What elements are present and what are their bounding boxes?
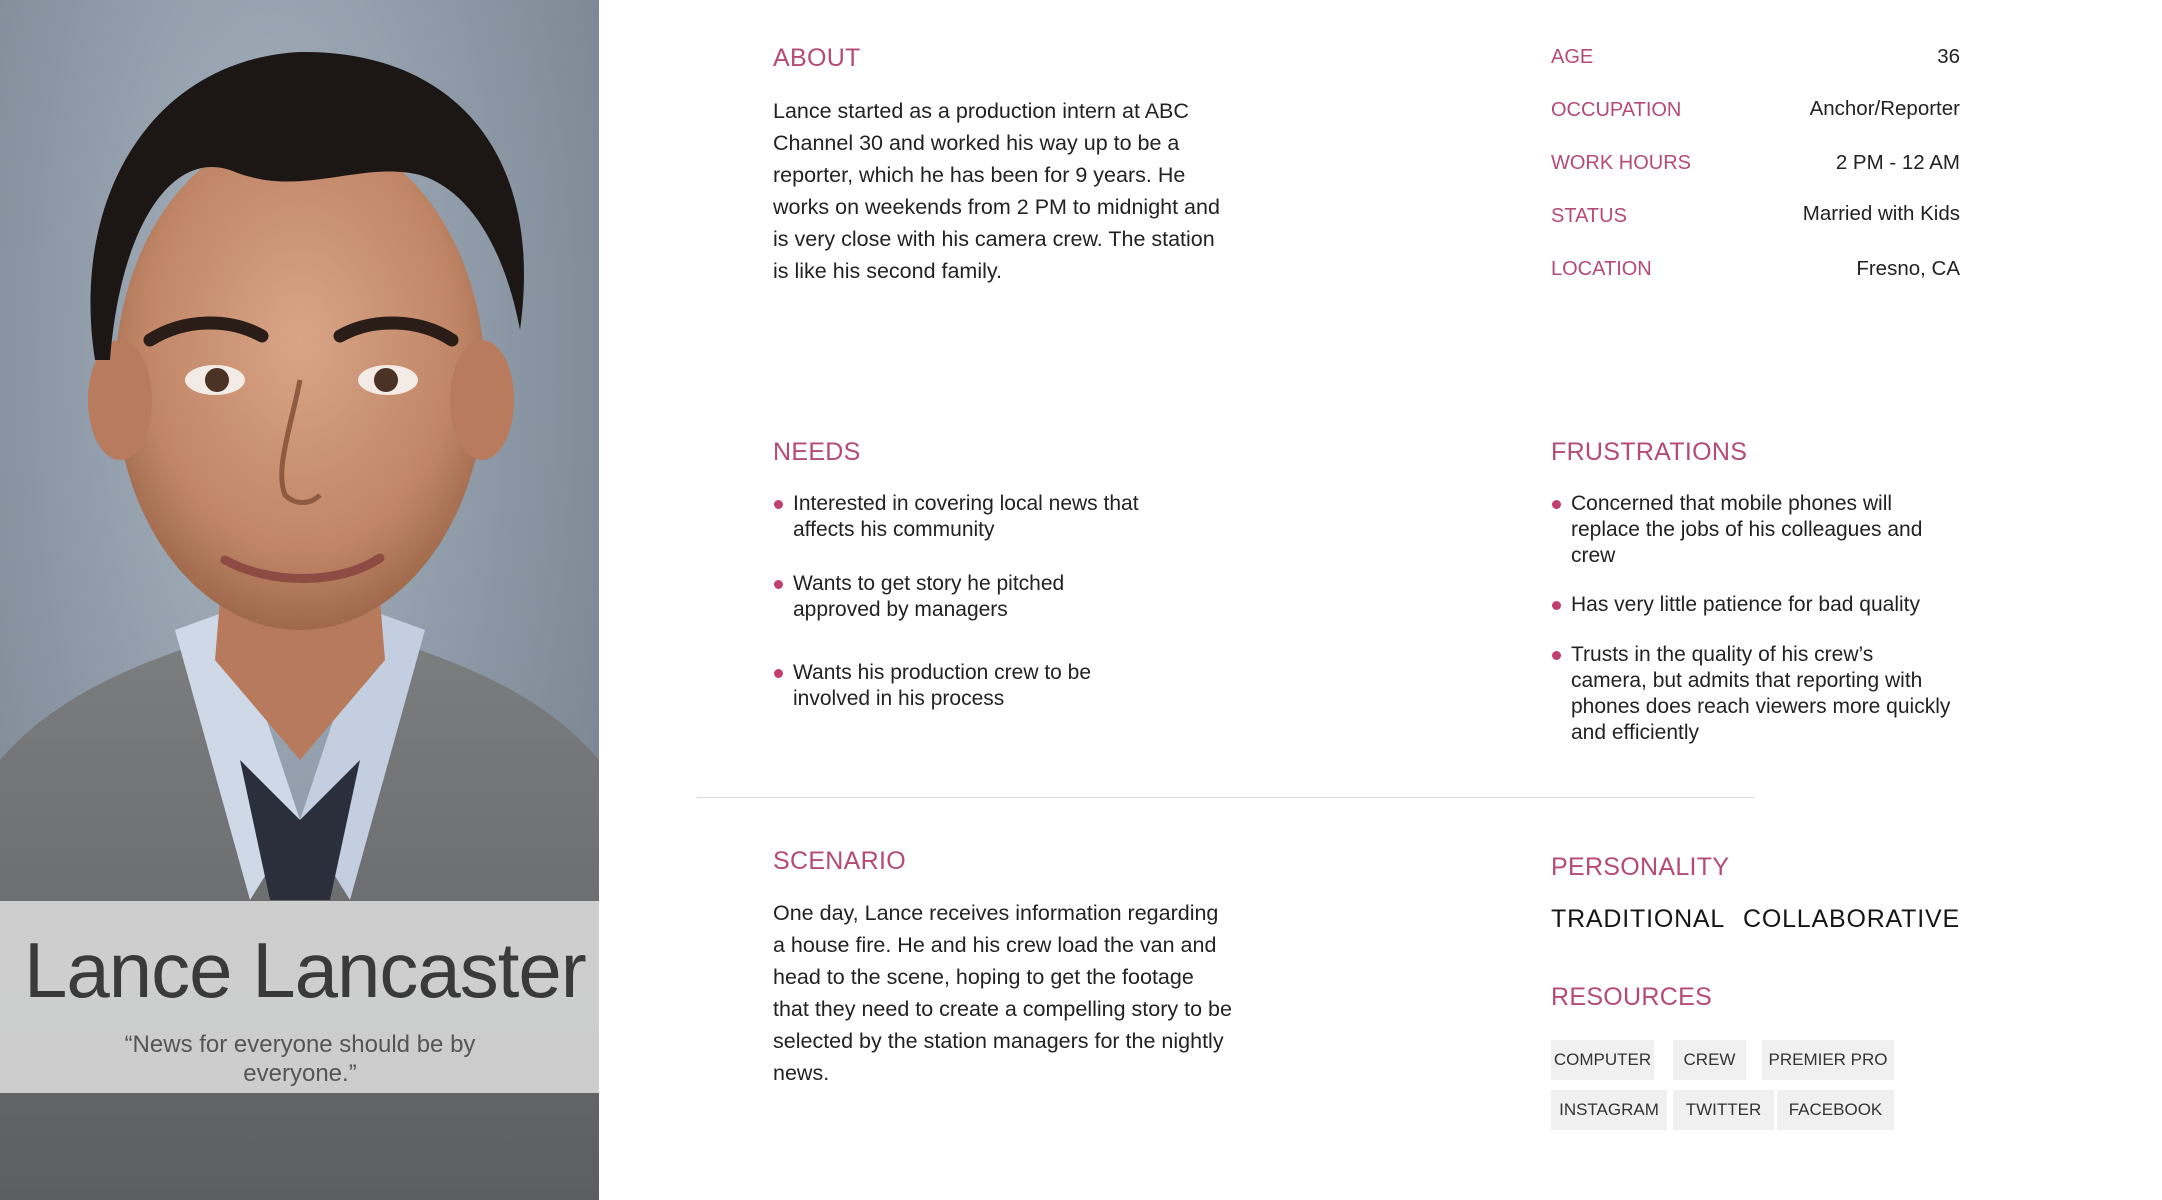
section-divider — [697, 797, 1754, 798]
scenario-heading: SCENARIO — [773, 847, 906, 875]
resource-tag-facebook: FACEBOOK — [1777, 1090, 1894, 1130]
detail-label-location: LOCATION — [1551, 258, 1652, 280]
frustrations-item: Has very little patience for bad quality — [1551, 592, 1991, 618]
needs-item: Wants his production crew to be involved in his process — [773, 660, 1133, 712]
trait-traditional: TRADITIONAL — [1551, 905, 1726, 933]
scenario-text: One day, Lance receives information regarding a house fire. He and his crew load the van and head to the scene, hoping to get the footage that they need to create a compelling story to be selected by the station managers for the nightly news. — [773, 901, 1232, 1085]
frustrations-item: Trusts in the quality of his crew’s camera, but admits that reporting with phones does reach viewers more quickly and efficiently — [1551, 642, 1951, 746]
detail-label-age: AGE — [1551, 46, 1594, 68]
needs-item: Interested in covering local news that affects his community — [773, 491, 1193, 543]
needs-heading: NEEDS — [773, 438, 861, 466]
needs-item: Wants to get story he pitched approved by managers — [773, 571, 1133, 623]
persona-quote: “News for everyone should be by everyone.” — [124, 1031, 476, 1087]
frustrations-heading: FRUSTRATIONS — [1551, 438, 1748, 466]
detail-value-location: Fresno, CA — [1856, 257, 1960, 280]
personality-heading: PERSONALITY — [1551, 853, 1730, 881]
detail-value-status: Married with Kids — [1802, 202, 1960, 225]
detail-value-age: 36 — [1937, 45, 1960, 68]
detail-label-work-hours: WORK HOURS — [1551, 152, 1691, 174]
detail-label-occupation: OCCUPATION — [1551, 99, 1682, 121]
resource-tag-instagram: INSTAGRAM — [1551, 1090, 1667, 1130]
resource-tag-premier-pro: PREMIER PRO — [1762, 1040, 1894, 1080]
frustrations-item: Concerned that mobile phones will replace the jobs of his colleagues and crew — [1551, 491, 1951, 569]
detail-label-status: STATUS — [1551, 205, 1627, 227]
persona-name: Lance Lancaster — [24, 926, 586, 1014]
detail-value-work-hours: 2 PM - 12 AM — [1835, 151, 1960, 174]
trait-collaborative: COLLABORATIVE — [1743, 905, 1960, 933]
resource-tag-crew: CREW — [1673, 1040, 1746, 1080]
about-heading: ABOUT — [773, 44, 861, 72]
resource-tag-computer: COMPUTER — [1551, 1040, 1654, 1080]
about-text: Lance started as a production intern at ABC Channel 30 and worked his way up to be a reporter, which he has been for 9 years. He works on weekends from 2 PM to midnight and is very close with his camera crew. The station is like his second family. — [773, 99, 1220, 283]
detail-value-occupation: Anchor/Reporter — [1809, 97, 1960, 120]
resource-tag-twitter: TWITTER — [1673, 1090, 1774, 1130]
resources-heading: RESOURCES — [1551, 983, 1713, 1011]
